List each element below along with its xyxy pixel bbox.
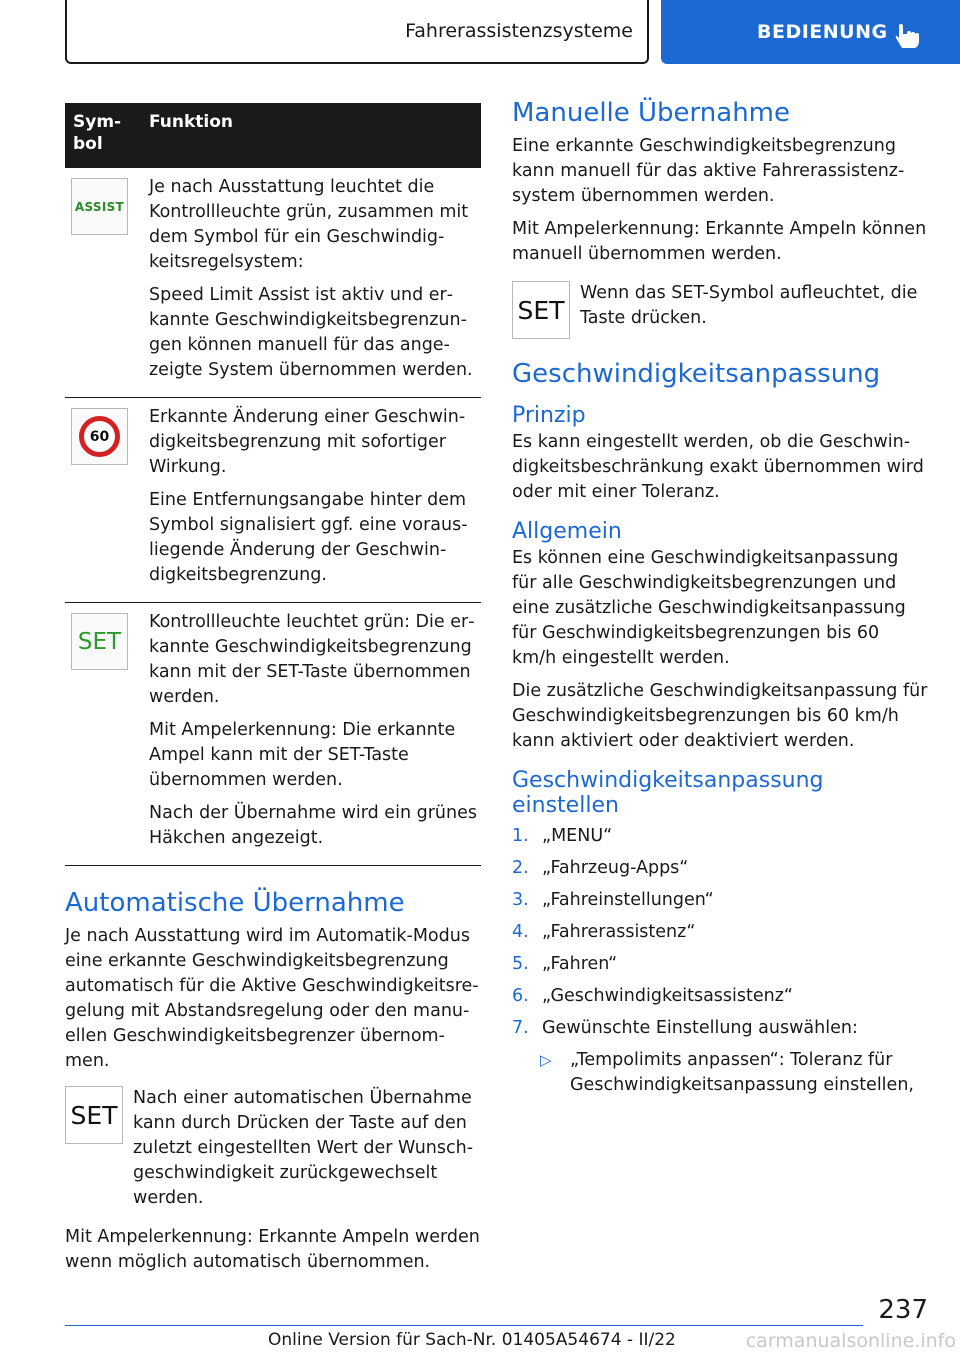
pointing-hand-icon [895, 24, 921, 52]
watermark: carmanualsonline.info [745, 1330, 956, 1352]
list-item: 3. „Fahreinstellungen“ [512, 890, 714, 910]
subsection-heading: Allgemein [512, 519, 622, 544]
header-section-title: Fahrerassistenzsysteme [405, 20, 633, 42]
row-text: Erkannte Änderung einer Geschwindigkeitsbegrenzung mit sofortiger Wirkung. [149, 407, 466, 477]
table-row [65, 398, 481, 603]
row-text: Mit Ampelerkennung: Die erkannte Ampel kann mit der SET-Taste übernommen werden. [149, 720, 456, 790]
symbol-table [65, 103, 481, 866]
paragraph: Wenn das SET-Symbol aufleuchtet, die Taste drücken. [580, 283, 918, 328]
sub-list-item: ▷ „Tempolimits anpassen“: Toleranz für Geschwindigkeitsanpassung einstellen, [512, 1048, 928, 1098]
row-text: Kontrollleuchte leuchtet grün: Die erkannte Geschwindigkeitsbegrenzung kann mit der SET-Taste übernommen werden. [149, 612, 475, 707]
auto-takeover-section [65, 888, 481, 1275]
list-item: 4. „Fahrerassistenz“ [512, 922, 696, 942]
subsection-heading: Prinzip [512, 403, 586, 428]
row-text: Nach der Übernahme wird ein grünes Häkchen angezeigt. [149, 803, 477, 848]
assist-indicator-icon: ASSIST [71, 178, 128, 235]
paragraph: Es kann eingestellt werden, ob die Geschwindigkeitsbeschränkung exakt übernommen wird oder mit einer Toleranz. [512, 432, 924, 502]
row-text: Je nach Ausstattung leuchtet die Kontrollleuchte grün, zusammen mit dem Symbol für ein Geschwindigkeitsregelsystem: [149, 177, 469, 272]
section-heading: Automatische Übernahme [65, 888, 405, 918]
header-chapter-tab [661, 0, 960, 64]
triangle-bullet-icon: ▷ [540, 1051, 552, 1069]
subsection-heading: Geschwindigkeitsanpassung einstellen [512, 768, 824, 818]
row-text: Speed Limit Assist ist aktiv und erkannte Geschwindigkeitsbegrenzungen können manuell für das angezeigte System übernommen werden. [149, 285, 473, 380]
paragraph: Mit Ampelerkennung: Erkannte Ampeln können manuell übernommen werden. [512, 219, 927, 264]
paragraph: Eine erkannte Geschwindigkeitsbegrenzung kann manuell für das aktive Fahrerassistenzsystem übernommen werden. [512, 136, 905, 206]
footer-divider [65, 1325, 863, 1326]
set-note [512, 281, 928, 339]
paragraph: Es können eine Geschwindigkeitsanpassung für alle Geschwindigkeitsbegrenzungen und eine zusätzliche Geschwindigkeitsanpassung für Geschwindigkeitsbegrenzungen bis 60 km/h eingestellt werden. [512, 548, 906, 668]
table-row [65, 168, 481, 398]
set-indicator-icon: SET [71, 613, 128, 670]
speed-limit-sign-icon: 60 [71, 408, 128, 465]
page-number: 237 [878, 1295, 928, 1325]
paragraph: Mit Ampelerkennung: Erkannte Ampeln werden wenn möglich automatisch übernommen. [65, 1227, 480, 1272]
list-item: 7. Gewünschte Einstellung auswählen: [512, 1018, 858, 1038]
set-button-icon: SET [512, 281, 570, 339]
paragraph: Nach einer automatischen Übernahme kann durch Drücken der Taste auf den zuletzt eingestellten Wert der Wunschgeschwindigkeit zurückgewechselt werden. [133, 1088, 474, 1208]
right-column [512, 98, 928, 1098]
table-header [65, 103, 481, 168]
header-chapter-title: BEDIENUNG [757, 21, 888, 43]
list-item: 1. „MENU“ [512, 826, 613, 846]
list-item: 2. „Fahrzeug-Apps“ [512, 858, 689, 878]
set-button-icon: SET [65, 1086, 123, 1144]
header-symbol: Sym- bol [73, 112, 122, 154]
paragraph: Die zusätzliche Geschwindigkeitsanpassung für Geschwindigkeitsbegrenzungen bis 60 km/h kann aktiviert oder deaktiviert werden. [512, 681, 928, 751]
header-function: Funktion [149, 112, 234, 132]
table-row [65, 603, 481, 866]
row-text: Eine Entfernungsangabe hinter dem Symbol signalisiert ggf. eine vorausliegende Änderung der Geschwindigkeitsbegrenzung. [149, 490, 468, 585]
header-section-box [65, 0, 649, 64]
section-heading: Geschwindigkeitsanpassung [512, 359, 881, 389]
settings-steps [512, 824, 928, 1041]
paragraph: Je nach Ausstattung wird im Automatik-Modus eine erkannte Geschwindigkeitsbegrenzung automatisch für die Aktive Geschwindigkeitsregelung mit Abstandsregelung oder den manuellen Geschwindigkeitsbegrenzer übernommen. [65, 926, 479, 1071]
footer-online-version: Online Version für Sach-Nr. 01405A54674 - II/22 [268, 1330, 676, 1350]
set-note [65, 1086, 481, 1211]
section-heading: Manuelle Übernahme [512, 98, 791, 128]
list-item: 5. „Fahren“ [512, 954, 618, 974]
list-item: 6. „Geschwindigkeitsassistenz“ [512, 986, 793, 1006]
